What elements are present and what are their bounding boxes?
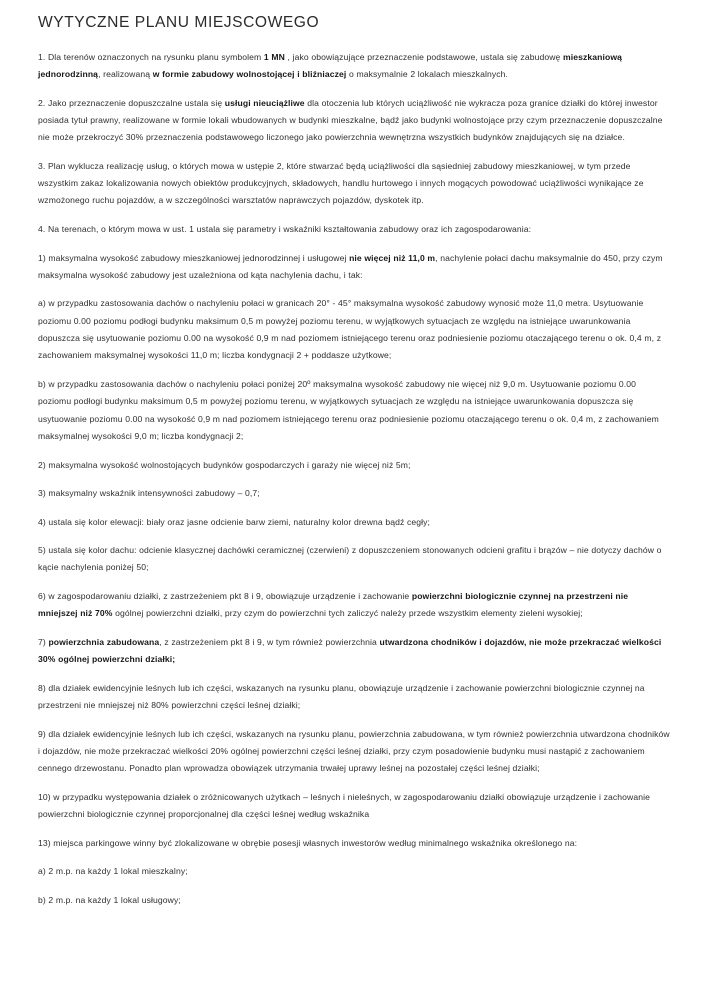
text-run-bold: powierzchnia zabudowana	[48, 636, 160, 647]
text-run: 6) w zagospodarowaniu działki, z zastrzeżeniem pkt 8 i 9, obowiązuje urządzenie i zachowanie	[38, 591, 412, 602]
text-run: 5) ustala się kolor dachu: odcienie klasycznej dachówki ceramicznej (czerwieni) z dopuszczeniem stonowanych odcieni grafitu i brązów – nie dotyczy dachów o kącie nachylenia poniżej 50;	[38, 545, 662, 573]
text-run: 1) maksymalna wysokość zabudowy mieszkaniowej jednorodzinnej i usługowej	[38, 252, 350, 263]
paragraph-list	[38, 49, 670, 909]
text-run-bold: powierzchni biologicznie czynnej na przestrzeni nie mniejszej niż 70%	[38, 591, 629, 619]
text-run-bold: usługi nieuciążliwe	[224, 97, 305, 108]
paragraph-i3	[38, 485, 670, 502]
text-run: 4) ustala się kolor elewacji: biały oraz jasne odcienie barw ziemi, naturalny kolor drewna bądź cegły;	[38, 516, 431, 527]
text-run: , realizowaną	[98, 69, 153, 80]
paragraph-p3	[38, 158, 670, 210]
text-run: o maksymalnie 2 lokalach mieszkalnych.	[346, 69, 509, 80]
paragraph-i7	[38, 634, 670, 669]
text-run: 1. Dla terenów oznaczonych na rysunku planu symbolem	[38, 51, 264, 62]
page-title: WYTYCZNE PLANU MIEJSCOWEGO	[38, 14, 320, 31]
paragraph-ib	[38, 376, 670, 445]
text-run-bold: utwardzona chodników i dojazdów, nie może przekraczać wielkości 30% ogólnej powierzchni działki;	[38, 636, 662, 665]
paragraph-i10	[38, 789, 670, 824]
text-run: , nachylenie połaci dachu maksymalnie do 450, przy czym maksymalna wysokość zabudowy jest uzależniona od kąta nachylenia dachu, i tak:	[38, 252, 663, 280]
paragraph-i2	[38, 457, 670, 474]
text-run: 9) dla działek ewidencyjnie leśnych lub ich części, wskazanych na rysunku planu, powierzchnia zabudowana, w tym również powierzchnia utwardzona chodników i dojazdów, nie może przekraczać wielkości 20% ogólnej powierzchni części leśnej działki, przy czym posadowienie budynku musi nastąpić z zachowaniem cennego drzewostanu. Ponadto plan wprowadza obowiązek utrzymania trwałej uprawy leśnej na pozostałej części leśnej działki;	[38, 728, 670, 774]
text-run: 2. Jako przeznaczenie dopuszczalne ustala się	[38, 97, 225, 108]
text-run: a) 2 m.p. na każdy 1 lokal mieszkalny;	[38, 866, 188, 877]
text-run-bold: 1 MN	[263, 51, 285, 62]
paragraph-p4	[38, 221, 670, 238]
text-run: dla otoczenia lub których uciążliwość nie wykracza poza granice działki do której inwestor posiada tytuł prawny, realizowane w formie lokali wbudowanych w budynki mieszkalne, bądź jako budynki wolnostojące przy czym przeznaczenie dopuszczalne nie może przekroczyć 30% przeznaczenia podstawowego liczonego jako powierzchnia wewnętrzna wszystkich budynków znajdujących się na działce.	[38, 97, 663, 143]
text-run: b) 2 m.p. na każdy 1 lokal usługowy;	[38, 894, 181, 905]
paragraph-i4	[38, 514, 670, 531]
text-run: 8) dla działek ewidencyjnie leśnych lub ich części, wskazanych na rysunku planu, obowiązuje urządzenie i zachowanie powierzchni biologicznie czynnej na przestrzeni nie mniejszej niż 80% powierzchni części leśnej działki;	[38, 682, 645, 711]
text-run: , z zastrzeżeniem pkt 8 i 9, w tym również powierzchnia	[159, 636, 380, 647]
text-run: ogólnej powierzchni działki, przy czym do powierzchni tych zaliczyć należy przede wszystkim elementy zieleni wysokiej;	[112, 608, 583, 619]
paragraph-i9	[38, 726, 670, 778]
text-run: a) w przypadku zastosowania dachów o nachyleniu połaci w granicach 20° - 45° maksymalna wysokość zabudowy wynosić może 11,0 metra. Usytuowanie poziomu 0.00 poziomu podłogi budynku maksimum 0,5 m powyżej poziomu terenu, w wyjątkowych sytuacjach ze względu na istniejące uwarunkowania dopuszcza się usytuowanie poziomu 0.00 na wysokość 0,9 m nad poziomem istniejącego terenu oraz podniesienie poziomu otaczającego terenu o ok. 0,4 m, z zachowaniem maksymalnej wysokości 11,0 m; liczba kondygnacji 2 + poddasze użytkowe;	[38, 298, 662, 361]
paragraph-p2	[38, 95, 670, 147]
paragraph-pb	[38, 892, 670, 909]
paragraph-i6	[38, 588, 670, 623]
text-run: , jako obowiązujące przeznaczenie podstawowe, ustala się zabudowę	[284, 51, 563, 62]
text-run-bold: nie więcej niż 11,0 m	[349, 252, 436, 263]
paragraph-i13	[38, 835, 670, 852]
text-run: 2) maksymalna wysokość wolnostojących budynków gospodarczych i garaży nie więcej niż 5m;	[38, 459, 411, 470]
paragraph-i1	[38, 250, 670, 285]
text-run-bold: w formie zabudowy wolnostojącej i bliźniaczej	[152, 69, 347, 80]
text-run: 4. Na terenach, o którym mowa w ust. 1 ustala się parametry i wskaźniki kształtowania zabudowy oraz ich zagospodarowania:	[38, 224, 532, 235]
text-run: b) w przypadku zastosowania dachów o nachyleniu połaci poniżej 20º maksymalna wysokość zabudowy nie więcej niż 9,0 m. Usytuowanie poziomu 0.00 poziomu podłogi budynku maksimum 0,5 m powyżej poziomu terenu, w wyjątkowych sytuacjach ze względu na istniejące uwarunkowania dopuszcza się usytuowanie poziomu 0.00 na wysokość 0,9 m nad poziomem istniejącego terenu oraz podniesienie poziomu otaczającego terenu o ok. 0,4 m, z zachowaniem maksymalnej wysokości 9,0 m; liczba kondygnacji 2;	[38, 378, 659, 442]
text-run-bold: mieszkaniową jednorodzinną	[38, 51, 623, 80]
paragraph-i5	[38, 542, 670, 577]
text-run: 3) maksymalny wskaźnik intensywności zabudowy – 0,7;	[38, 488, 260, 499]
paragraph-pa	[38, 863, 670, 880]
document-body	[38, 14, 670, 909]
paragraph-p1	[38, 49, 670, 84]
text-run: 10) w przypadku występowania działek o zróżnicowanych użytkach – leśnych i nieleśnych, w zagospodarowaniu działki obowiązuje urządzenie i zachowanie powierzchni biologicznie czynnej proporcjonalnej dla części leśnej według wskaźnika	[38, 791, 651, 820]
text-run: 13) miejsca parkingowe winny być zlokalizowane w obrębie posesji własnych inwestorów według minimalnego wskaźnika określonego na:	[38, 837, 578, 848]
paragraph-ia	[38, 295, 670, 364]
text-run: 7)	[38, 636, 49, 647]
text-run: 3. Plan wyklucza realizację usług, o których mowa w ustępie 2, które stwarzać będą uciążliwości dla sąsiedniej zabudowy mieszkaniowej, w tym przede wszystkim zakaz lokalizowania nowych obiektów produkcyjnych, składowych, handlu hurtowego i innych mogących powodować uciążliwości wynikające ze wzmożonego ruchu pojazdów, a w szczególności warsztatów naprawczych pojazdów, dyskotek itp.	[38, 160, 644, 206]
paragraph-i8	[38, 680, 670, 715]
